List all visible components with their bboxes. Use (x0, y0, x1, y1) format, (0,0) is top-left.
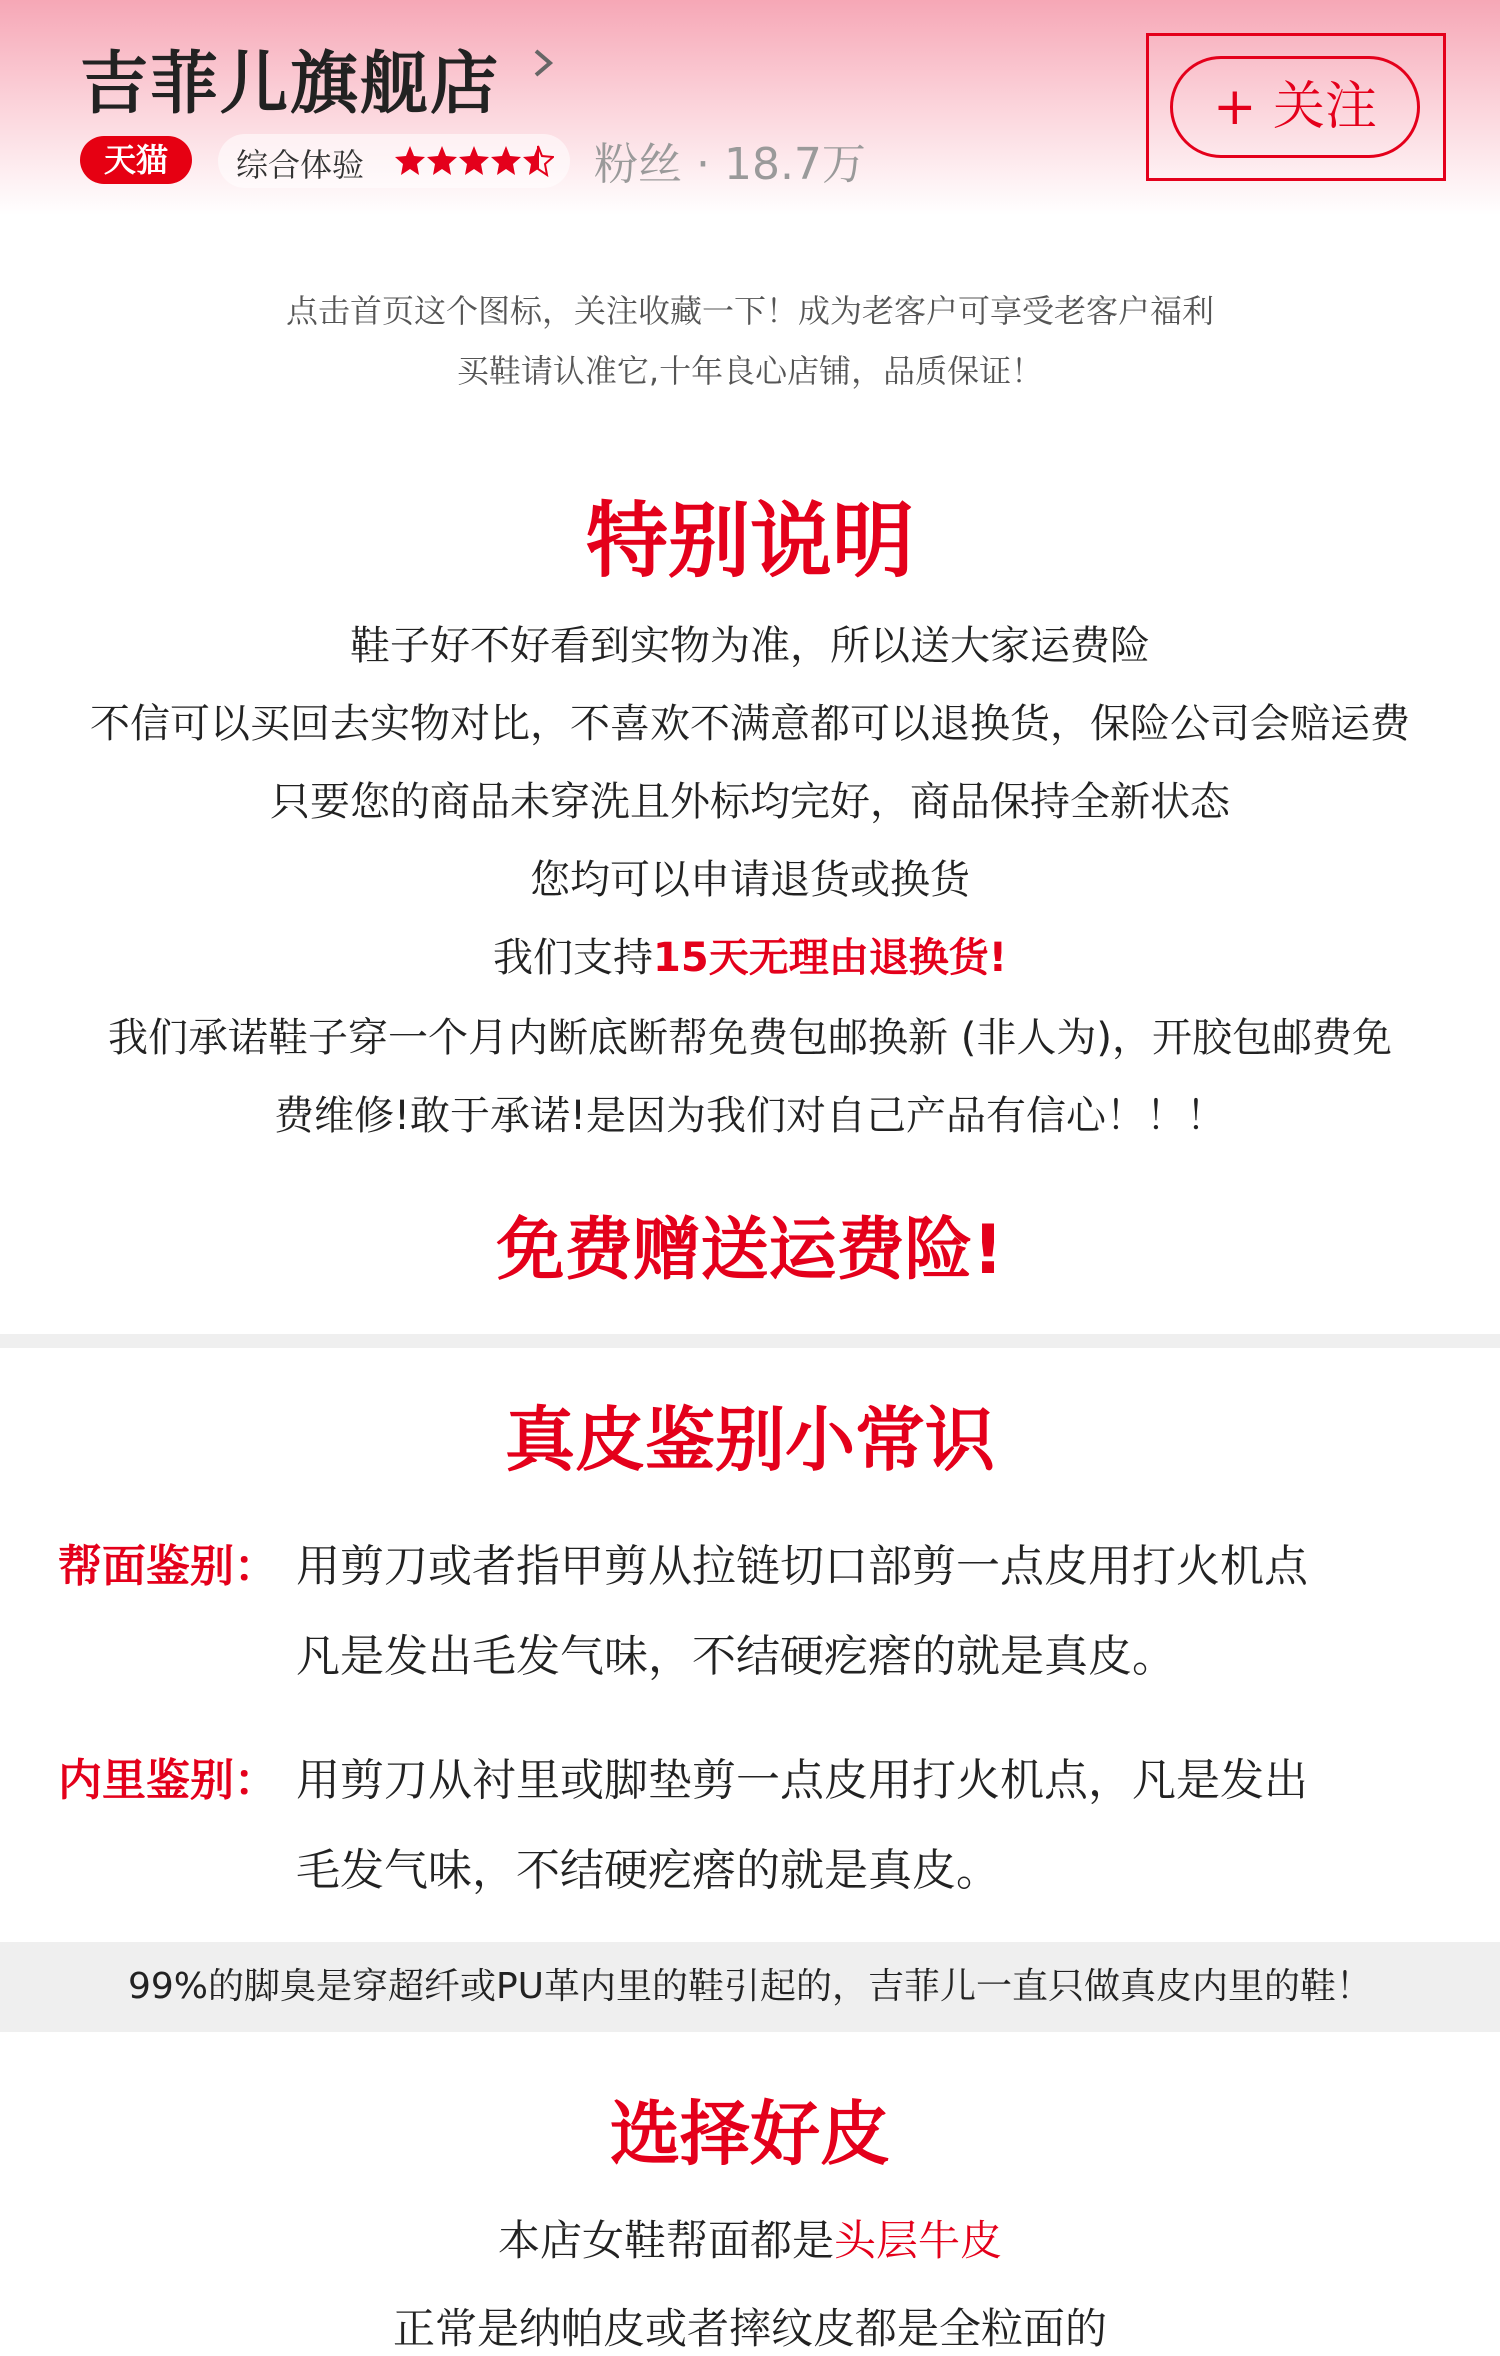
support-prefix: 我们支持 (493, 935, 654, 981)
support-line (0, 926, 1500, 983)
follow-button[interactable]: + 关注 (1170, 56, 1420, 158)
special-line-3: 只要您的商品未穿洗且外标均完好，商品保持全新状态 (270, 779, 1230, 825)
special-title: 特别说明 (585, 494, 914, 589)
section-divider (0, 1334, 1500, 1348)
choose-line-highlight: 头层牛皮 (834, 2216, 1003, 2265)
choose-line-1 (0, 2208, 1500, 2268)
fans-count: 粉丝 · 18.7万 (594, 139, 866, 190)
promise-line-1: 我们承诺鞋子穿一个月内断底断帮免费包邮换新 (非人为)，开胶包邮费免 (108, 1015, 1392, 1061)
upper-line-2: 凡是发出毛发气味，不结硬疙瘩的就是真皮。 (296, 1631, 1176, 1682)
rating-label: 综合体验 (236, 146, 365, 184)
upper-line-1: 用剪刀或者指甲剪从拉链切口部剪一点皮用打火机点 (296, 1541, 1308, 1592)
hint-line-2: 买鞋请认准它,十年良心店铺，品质保证！ (456, 352, 1044, 390)
rating-stars-icon (394, 144, 554, 180)
free-insurance-title: 免费赠送运费险! (496, 1211, 1004, 1290)
upper-label: 帮面鉴别： (58, 1541, 278, 1592)
chevron-right-icon[interactable] (528, 48, 558, 78)
support-highlight: 15天无理由退换货! (653, 935, 1007, 981)
lining-line-2: 毛发气味，不结硬疙瘩的就是真皮。 (296, 1845, 1000, 1896)
choose-line-2: 正常是纳帕皮或者摔纹皮都是全粒面的 (392, 2304, 1107, 2353)
lining-line-1: 用剪刀从衬里或脚垫剪一点皮用打火机点，凡是发出 (296, 1755, 1308, 1806)
leather-title: 真皮鉴别小常识 (505, 1399, 995, 1481)
promise-line-2: 费维修!敢于承诺!是因为我们对自己产品有信心！！！ (273, 1093, 1227, 1139)
store-name[interactable]: 吉菲儿旗舰店 (80, 45, 501, 124)
choose-line-prefix: 本店女鞋帮面都是 (497, 2216, 834, 2265)
special-line-1: 鞋子好不好看到实物为准，所以送大家运费险 (350, 623, 1150, 669)
notice-bar: 99%的脚臭是穿超纤或PU革内里的鞋引起的，吉菲儿一直只做真皮内里的鞋！ (0, 1942, 1500, 2032)
special-line-4: 您均可以申请退货或换货 (530, 857, 970, 903)
hint-line-1: 点击首页这个图标，关注收藏一下！成为老客户可享受老客户福利 (285, 292, 1214, 330)
lining-label: 内里鉴别： (58, 1755, 278, 1806)
choose-title: 选择好皮 (610, 2093, 890, 2175)
tmall-badge: 天猫 (80, 136, 192, 184)
special-line-2: 不信可以买回去实物对比，不喜欢不满意都可以退换货，保险公司会赔运费 (90, 701, 1410, 747)
